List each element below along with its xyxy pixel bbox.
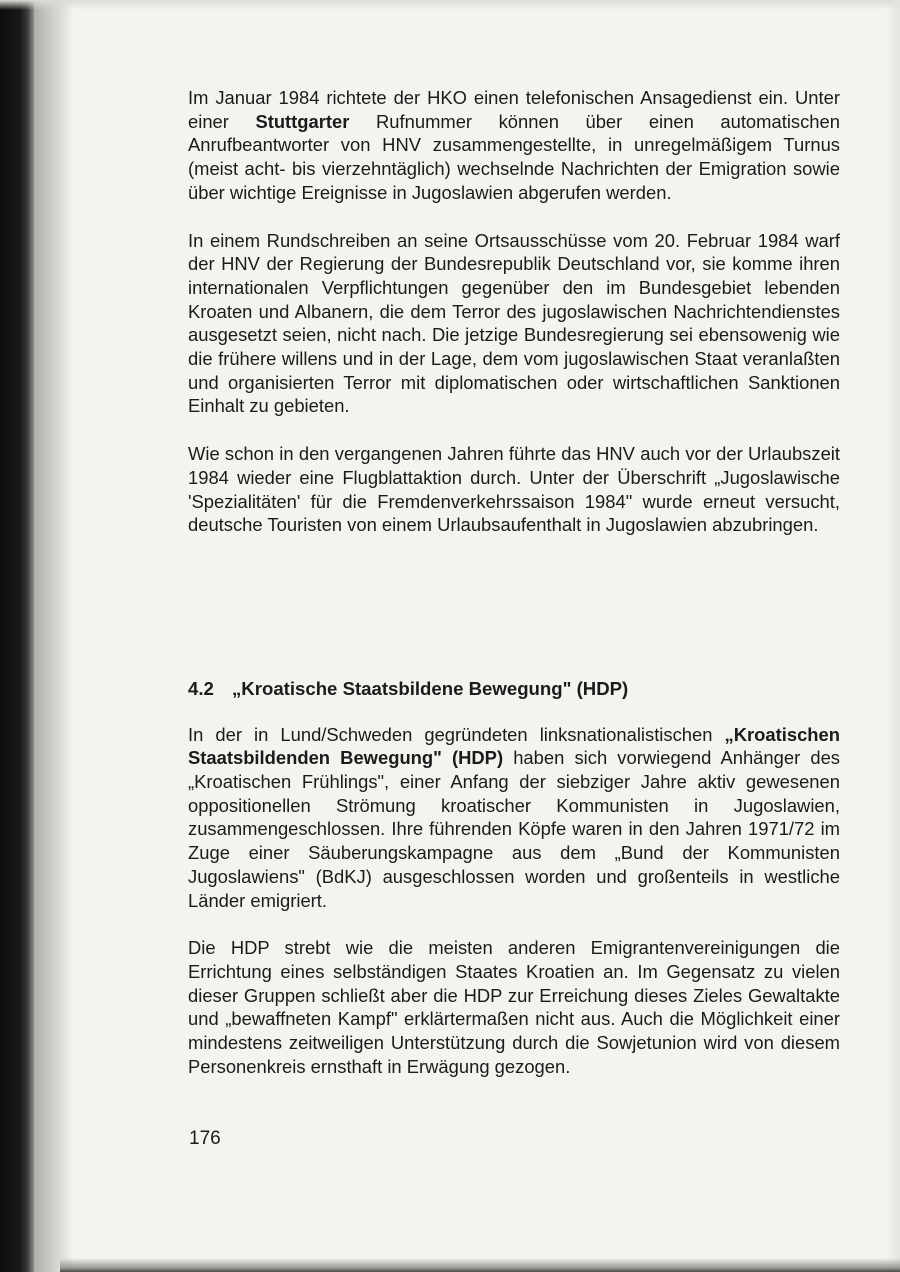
page-right-edge (886, 0, 900, 1272)
paragraph-hdp-origins (188, 723, 840, 913)
paragraph-telephone-service (188, 86, 840, 205)
paragraph-leaflet-campaign (188, 442, 840, 537)
page-body (188, 86, 840, 1103)
section-title: „Kroatische Staatsbildene Bewegung" (HDP) (232, 677, 629, 699)
paragraph-circular-letter (188, 229, 840, 419)
binding-shadow (34, 0, 74, 1272)
text-run: In der in Lund/Schweden gegründeten linksnationalistischen (188, 723, 725, 745)
page-number: 176 (189, 1128, 221, 1149)
section-spacer (188, 561, 840, 677)
text-run: Die HDP strebt wie die meisten anderen Emigrantenvereinigungen die Errichtung eines selbständigen Staates Kroatien an. Im Gegensatz zu vielen dieser Gruppen schließt aber die HDP zur Erreichung dieses Zieles Gewaltakte und „bewaffneten Kampf" erklärtermaßen nicht aus. Auch die Möglichkeit einer mindestens zeitweiligen Unterstützung durch die Sowjetunion wird von diesem Personenkreis ernsthaft in Erwägung gezogen. (188, 937, 840, 1077)
text-run: Im Januar 1984 richtete der HKO einen telefonischen Ansagedienst ein. Unter einer (188, 87, 840, 132)
text-run: Rufnummer können über einen automatischen Anrufbeantworter von HNV zusammengestellte, in unregelmäßigem Turnus (meist acht- bis vierzehntäglich) wechselnde Nachrichten der Emigration sowie über wichtige Ereignisse in Jugoslawien abgerufen werden. (188, 110, 840, 203)
section-number: 4.2 (188, 677, 214, 699)
text-run: In einem Rundschreiben an seine Ortsausschüsse vom 20. Februar 1984 warf der HNV der Regierung der Bundesrepublik Deutschland vor, sie komme ihren internationalen Verpflichtungen gegenüber den im Bundesgebiet lebenden Kroaten und Albanern, die dem Terror des jugoslawischen Nachrichtendienstes ausgesetzt seien, nicht nach. Die jetzige Bundesregierung sei ebensowenig wie die frühere willens und in der Lage, dem vom jugoslawischen Staat veranlaßten und organisierten Terror mit diplomatischen oder wirtschaftlichen Sanktionen Einhalt zu gebieten. (188, 229, 840, 417)
paragraph-hdp-goals (188, 936, 840, 1078)
page-top-edge (0, 0, 900, 10)
section-heading (188, 677, 840, 701)
text-run: Wie schon in den vergangenen Jahren führte das HNV auch vor der Urlaubszeit 1984 wieder eine Flugblattaktion durch. Unter der Überschrift „Jugoslawische 'Spezialitäten' für die Fremdenverkehrssaison 1984" wurde erneut versucht, deutsche Touristen von einem Urlaubsaufenthalt in Jugoslawien abzubringen. (188, 443, 840, 536)
bold-text-run: „Kroatischen Staatsbildenden Bewegung" (HDP) (188, 723, 840, 769)
page-bottom-edge (60, 1258, 900, 1272)
text-run: haben sich vorwiegend Anhänger des „Kroatischen Frühlings", einer Anfang der siebziger Jahre aktiv gewesenen oppositionellen Strömung kroatischer Kommunisten in Jugoslawien, zusammengeschlossen. Ihre führenden Köpfe waren in den Jahren 1971/72 im Zuge einer Säuberungskampagne aus dem „Bund der Kommunisten Jugoslawiens" (BdKJ) ausgeschlossen worden und großenteils in westliche Länder emigriert. (188, 747, 840, 911)
bold-text-run: Stuttgarter (255, 110, 350, 132)
book-binding (0, 0, 34, 1272)
